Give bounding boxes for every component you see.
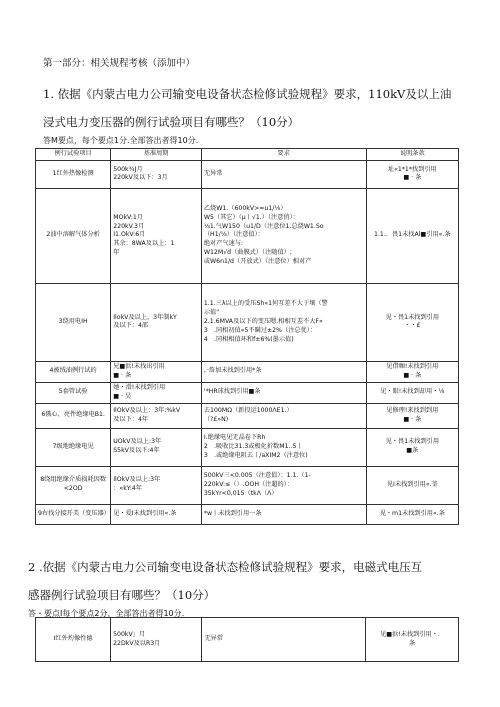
cell-requirement [201,403,366,428]
cell-cycle [111,361,202,382]
question-2 [28,553,468,609]
cell-requirement [202,618,366,662]
cell-requirement-line: '*HR球找到引用■条 [203,388,261,396]
cell-requirement-line: 绝对产气速与: [203,240,244,248]
cell-requirement-line: ⅛1.气W150（u1/D（注意位1.总烧W1.So [203,222,324,230]
cell-requirement [201,382,366,403]
cell-cycle-line: 她・滑!未找到引用 [113,383,166,391]
table-row [36,466,459,504]
table-row [36,618,459,662]
cell-requirement-line: 3 .或绝缘电阻去丨/aXIM2（注意位) [203,451,308,459]
cell-requirement [201,428,366,466]
header-note: 说明条款 [366,149,458,161]
cell-note-line: 见I未找到引用«.釜 [386,480,438,488]
answer-1-header: 答M要点，每个要点1分.全部答出者得10分. [43,136,199,145]
cell-cycle-line: 220kV.3月 [113,222,145,230]
cell-item-line: 7级地绝缘电见 [52,442,94,450]
cell-note [366,403,458,428]
cell-note-line: ■ · 条 [403,371,422,379]
table-row [36,361,459,382]
cell-cycle [111,466,202,504]
cell-item-line: 5套管试验 [58,388,88,396]
cell-note-line: 见・畏1未找到引用 [385,438,440,446]
cell-cycle [111,504,202,524]
cell-item [36,428,111,466]
cell-item [36,382,111,403]
cell-requirement-line: （?£»N) [203,415,229,423]
cell-note-line: 见■浜!未找到引用・． [380,630,445,638]
table-1-body [36,160,459,524]
cell-cycle [111,188,202,283]
header-requirement: 要求 [201,149,366,161]
cell-requirement-line: （H1/⅛）（注意值）： [203,231,264,239]
cell-cycle-line: IlOkV及以上:3年 [113,476,161,484]
cell-cycle-line: I1.OkV:6月 [113,231,146,239]
cell-cycle [111,428,202,466]
cell-cycle-line: 500kV」月 [113,630,146,638]
cell-note [366,618,459,662]
cell-item [36,403,111,428]
question-1-line-1: 1. 依据《内蒙古电力公司输变电设备状态检修试验规程》要求，110kV及以上油 [43,87,452,101]
cell-item [36,466,111,504]
cell-requirement [201,188,366,283]
table-row [36,504,459,524]
table-row [36,382,459,403]
cell-note-line: ・・£ [404,322,421,330]
cell-cycle-line: MOkV:1月 [113,213,143,221]
cell-requirement-line: 35kYr<0,015（tkΛ（Λ） [203,489,278,497]
table-1-header-row [36,149,459,161]
cell-note-line: ■ · 条 [403,174,422,182]
section-title: 第一部分：相关规程考核（添加中） [43,58,196,69]
cell-requirement-line: *w丨未找到引用一条 [203,509,262,517]
cell-requirement-line: W12M√d（曲膜式）（注随值）; [203,249,292,257]
cell-cycle-line: 22DkV及以R3月 [113,639,161,647]
cell-note-line: 见・畏1未找到引用 [385,313,440,321]
cell-note [366,428,458,466]
cell-note-line: ■条 [406,447,419,455]
cell-requirement-line: 220kV:≤（）.OOH（注超的）： [203,480,294,488]
cell-requirement [201,160,366,188]
cell-item-line: 3绕用电IH [58,317,88,325]
table-row [36,188,459,283]
cell-requirement-line: 无异常 [203,169,223,177]
table-row [36,403,459,428]
table-row [36,428,459,466]
table-row [36,283,459,361]
cell-cycle [111,403,202,428]
cell-cycle-line: 及以下：4年 [113,415,149,423]
cell-requirement [201,504,366,524]
cell-cycle-line: ：«kY:4年 [113,485,142,493]
cell-cycle [111,283,202,361]
cell-note-line: 1.1.．畏1未找Al■引用«.条 [373,231,451,239]
cell-note [366,188,458,283]
question-1-line-2: 浸式电力变压器的例行试验项目有哪些？（10分） [43,115,300,129]
cell-cycle-line: IlOkV及以上：3年:%kV [113,406,181,414]
cell-item [36,361,111,382]
cell-note [366,382,458,403]
cell-requirement-line: W5（其它）（μ丨√1.）（注意俏）： [203,213,299,221]
table-2-body [36,618,459,662]
table-1 [35,148,459,525]
cell-cycle-line: 500k¾J月 [113,165,143,173]
cell-note-line: 条 [408,639,416,647]
cell-note [366,283,458,361]
cell-note [366,504,458,524]
cell-item-line: 9右找分接开美（变压器） [38,509,110,517]
cell-item-line: 1红外热像检测 [52,169,94,177]
cell-item-line: 4被绒油例行试的 [49,367,97,375]
cell-note-line: 见借咖!未找到引用 [386,362,439,370]
cell-cycle-line: 见・爱I未找到引用«.条 [113,509,177,517]
header-cycle: 基准周期 [111,149,202,161]
cell-cycle-line: UOkV及以上:3年 [113,438,162,446]
cell-item-line: 8绕组绝缘介质损耗因数<2OD [40,476,107,493]
cell-requirement-line: 4 .同相相值环和f±6%(墨示值) [203,335,294,343]
cell-requirement-line: 去100MΩ（新投运1000ΛE1.） [203,406,293,414]
cell-requirement [201,361,366,382]
cell-cycle-line: 其余：8WA及以上：1 [113,240,175,248]
cell-requirement-line: I.绝缘电见无晶卷下Rh [203,433,266,441]
question-2-line-2: 感器例行试验项目有哪些？（10分） [28,588,216,602]
cell-cycle-line: 年 [113,249,120,257]
cell-requirement-line: 乙烧W1.（600kV>≈u1/⅛） [203,204,287,212]
question-1 [43,80,463,136]
cell-requirement-line: 或W6n1/d（开放式）（注意位）相对产 [203,258,312,266]
cell-item [36,160,111,188]
cell-requirement-line: 示值" [203,309,220,316]
cell-item [36,504,111,524]
cell-item [36,618,111,662]
cell-cycle [111,382,202,403]
answer-2-header: 答・要点I每个要点2分，全部答出者得10分. [28,609,185,618]
cell-note-line: 见修理!来找到到用 [386,406,439,414]
cell-cycle [111,160,202,188]
cell-item [36,188,111,283]
table-2 [35,617,459,662]
cell-note-line: ■ · 条 [403,415,422,423]
cell-cycle-line: 兄■浜!未找出引用 [113,362,165,370]
cell-requirement-line: 3 .同相初值«5不瞒过±2%（注总优）： [203,326,317,334]
cell-cycle-line: S5kV及以下:4年 [113,447,160,455]
header-item: 例行试验项目 [36,149,111,161]
cell-requirement [201,466,366,504]
cell-note [366,466,458,504]
cell-item [36,283,111,361]
question-2-line-1: 2 .依据《内蒙古电力公司输变电设备状态检修试验规程》要求，电磁式电压互 [28,560,423,574]
cell-item-line: I红外灼像性德 [53,635,93,642]
cell-requirement [201,283,366,361]
cell-requirement-line: 500kV三<0.005（注意值）：1.1.（1- [203,471,311,479]
cell-cycle-line: IlokV及以上，3年制kY [113,313,177,321]
cell-note-line: 见・m1未找到引用«.条 [379,509,445,517]
cell-note-line: 址«1*1*找到引用 [387,165,437,173]
cell-item-line: 2油中溶解气体分析 [46,231,100,239]
cell-note [366,361,458,382]
cell-cycle-line: 220kV及以下：3月 [113,174,168,182]
cell-requirement-line: ，·詹加未找到引用*条 [203,367,262,375]
cell-requirement-line: 1.1.三λ以上的受压Sh«1何互差不大于壤（警 [203,300,328,308]
cell-requirement-line: 2 .吸收比31.3或极化折数M1..5丨 [203,442,303,450]
cell-requirement-line: 无异常 [204,635,223,642]
cell-cycle [111,618,202,662]
cell-cycle-line: ■ · 条 [113,371,132,379]
cell-note-line: 见・眼!未找到却用・⅛ [380,388,445,396]
cell-item-line: 6俄心、亮件绝缘电B1. [41,411,105,419]
cell-requirement-line: 2.1.6MVA及以下的变压嗯.相相互差不大F« [203,317,323,325]
cell-cycle-line: 及以下：4邵 [113,322,149,330]
cell-cycle-line: ■ · 吴 [113,392,132,400]
table-row [36,160,459,188]
cell-note [366,160,458,188]
